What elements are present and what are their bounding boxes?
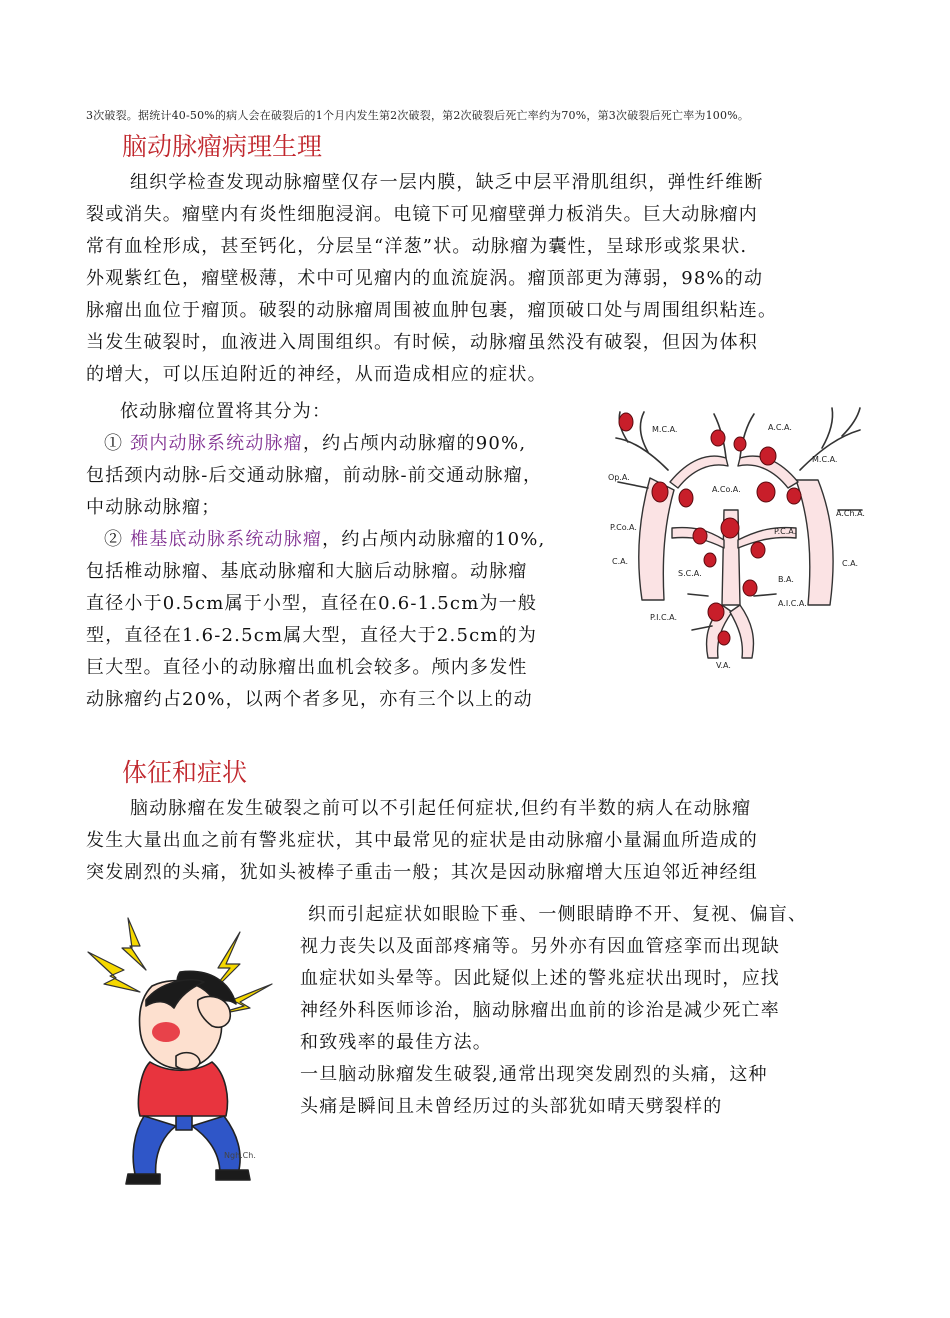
para-line: 血症状如头晕等。因此疑似上述的警兆症状出现时，应找 [300, 968, 780, 989]
para-line: 直径小于0.5cm属于小型，直径在0.6-1.5cm为一般 [86, 593, 538, 614]
para-line: 裂或消失。瘤壁内有炎性细胞浸润。电镜下可见瘤壁弹力板消失。巨大动脉瘤内 [86, 204, 758, 225]
label-acha: A.Ch.A. [836, 509, 865, 518]
para-line: 视力丧失以及面部疼痛等。另外亦有因血管痉挛而出现缺 [300, 936, 780, 957]
para-line: 头痛是瞬间且未曾经历过的头部犹如晴天劈裂样的 [300, 1096, 723, 1117]
branch-line [842, 408, 860, 436]
branch-line [754, 594, 776, 596]
classification-item-1 [86, 428, 606, 460]
para-line: 神经外科医师诊治，脑动脉瘤出血前的诊治是减少死亡率 [300, 1000, 780, 1021]
para-line: 脑动脉瘤在发生破裂之前可以不引起任何症状,但约有半数的病人在动脉瘤 [130, 798, 752, 819]
label-mca-left: M.C.A. [652, 425, 678, 434]
section-heading-symptoms: 体征和症状 [122, 758, 248, 787]
label-ba: B.A. [778, 575, 794, 584]
link-vertebrobasilar[interactable]: 椎基底动脉系统动脉瘤 [130, 529, 323, 550]
label-aica: A.I.C.A. [778, 599, 807, 608]
item-marker: ① [104, 433, 124, 454]
para-line: 动脉瘤约占20%，以两个者多见，亦有三个以上的动 [86, 689, 533, 710]
label-ca-right: C.A. [842, 559, 859, 568]
link-internal-carotid[interactable]: 颈内动脉系统动脉瘤 [130, 433, 303, 454]
para-line: 一旦脑动脉瘤发生破裂,通常出现突发剧烈的头痛，这种 [300, 1064, 768, 1085]
item-marker: ② [104, 529, 124, 550]
branch-line [688, 594, 708, 596]
para-line: 外观紫红色，瘤壁极薄，术中可见瘤内的血流旋涡。瘤顶部更为薄弱，98%的动 [86, 268, 764, 289]
para-line: 发生大量出血之前有警兆症状，其中最常见的症状是由动脉瘤小量漏血所造成的 [86, 830, 758, 851]
right-carotid [796, 480, 833, 605]
label-aca: A.C.A. [768, 423, 792, 432]
para-line: 和致残率的最佳方法。 [300, 1032, 492, 1053]
cartoon-signature: Ngh.Ch. [224, 1151, 256, 1160]
branch-line [641, 412, 648, 452]
classification-block [86, 396, 606, 716]
item-text: ，约占颅内动脉瘤的10%, [322, 529, 546, 550]
symptoms-continued [300, 899, 880, 1123]
label-pica: P.I.C.A. [650, 613, 678, 622]
branch-line [800, 430, 860, 470]
para-line: 的增大，可以压迫附近的神经，从而造成相应的症状。 [86, 364, 547, 385]
para-line: 织而引起症状如眼睑下垂、一侧眼睛睁不开、复视、偏盲、 [308, 904, 808, 925]
label-opa: Op.A. [608, 473, 630, 482]
item-text: ，约占颅内动脉瘤的90%, [302, 433, 527, 454]
headache-cartoon [80, 912, 280, 1190]
branch-line [618, 482, 648, 488]
para-line: 包括椎动脉瘤、基底动脉瘤和大脑后动脉瘤。动脉瘤 [86, 561, 528, 582]
branch-line [740, 414, 754, 458]
para-line: 包括颈内动脉-后交通动脉瘤，前动脉-前交通动脉瘤， [86, 465, 543, 486]
para-line: 脉瘤出血位于瘤顶。破裂的动脉瘤周围被血肿包裹，瘤顶破口处与周围组织粘连。 [86, 300, 778, 321]
label-ca-left: C.A. [612, 557, 629, 566]
section-heading-pathophysiology: 脑动脉瘤病理生理 [122, 132, 323, 161]
classification-intro: 依动脉瘤位置将其分为： [120, 401, 332, 422]
label-pcoa: P.Co.A. [610, 523, 637, 532]
branch-line [822, 408, 833, 448]
para-line: 突发剧烈的头痛，犹如头被棒子重击一般；其次是因动脉瘤增大压迫邻近神经组 [86, 862, 758, 883]
para-line: 型，直径在1.6-2.5cm属大型，直径大于2.5cm的为 [86, 625, 538, 646]
para-line: 组织学检查发现动脉瘤壁仅存一层内膜，缺乏中层平滑肌组织，弹性纤维断 [130, 172, 764, 193]
circle-of-willis-diagram [608, 400, 870, 670]
vertebral-right [730, 605, 754, 658]
para-line: 巨大型。直径小的动脉瘤出血机会较多。颅内多发性 [86, 657, 528, 678]
label-mca-right: M.C.A. [812, 455, 838, 464]
top-text-line: 3次破裂。据统计40-50%的病人会在破裂后的1个月内发生第2次破裂，第2次破裂后死亡率约为70%，第3次破裂后死亡率为100%。 [86, 109, 750, 122]
aca-left [670, 456, 728, 488]
symptoms-paragraph [86, 793, 876, 889]
label-va: V.A. [716, 661, 731, 670]
para-line: 当发生破裂时，血液进入周围组织。有时候，动脉瘤虽然没有破裂，但因为体积 [86, 332, 758, 353]
label-pca: P.C.A. [774, 527, 797, 536]
classification-item-2 [86, 524, 606, 556]
label-sca: S.C.A. [678, 569, 702, 578]
para-line: 中动脉动脉瘤； [86, 497, 221, 518]
branch-line [616, 438, 668, 470]
pathophysiology-paragraph [86, 167, 876, 391]
label-acoa: A.Co.A. [712, 485, 741, 494]
para-line: 常有血栓形成，甚至钙化，分层呈“洋葱”状。动脉瘤为囊性，呈球形或浆果状. [86, 236, 748, 257]
